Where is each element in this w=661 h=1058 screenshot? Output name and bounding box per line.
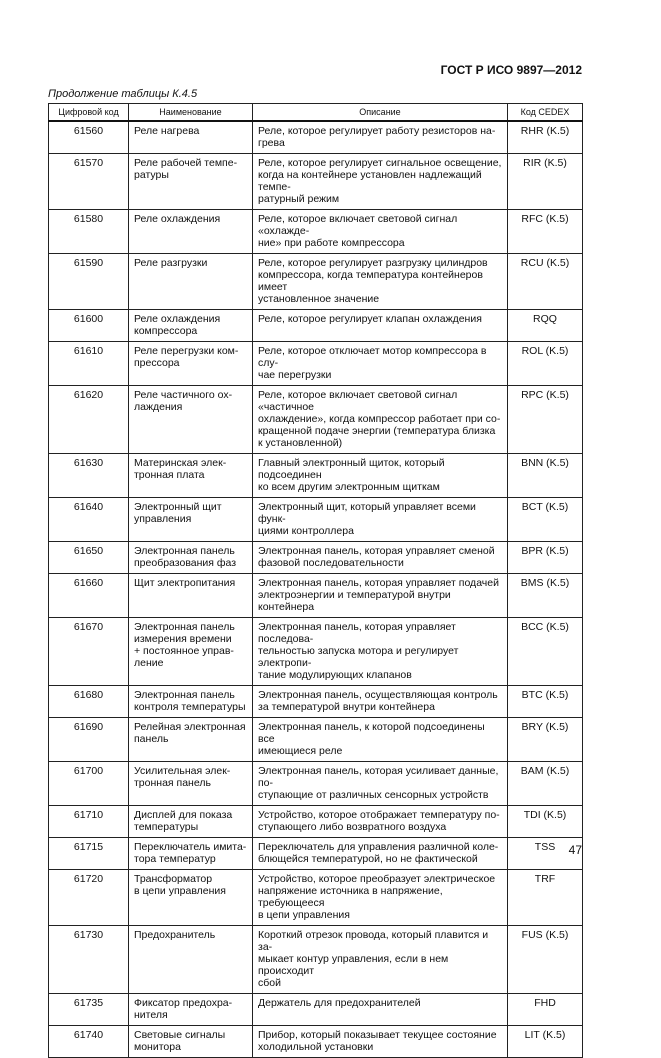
cell-code: 61630 bbox=[49, 454, 129, 498]
cell-description: Реле, которое включает световой сигнал «охлажде- ние» при работе компрессора bbox=[253, 210, 508, 254]
table-row bbox=[49, 574, 583, 618]
cell-name: Реле нагрева bbox=[129, 121, 253, 154]
cell-name: Реле охлаждения компрессора bbox=[129, 310, 253, 342]
cell-cedex: TRF bbox=[508, 870, 583, 926]
cell-name: Предохранитель bbox=[129, 926, 253, 994]
cell-cedex: TDI (K.5) bbox=[508, 806, 583, 838]
cell-code: 61700 bbox=[49, 762, 129, 806]
column-header-code: Цифровой код bbox=[49, 104, 129, 122]
cell-description: Электронная панель, которая управляет подачей электроэнергии и температурой внутри контейнера bbox=[253, 574, 508, 618]
cell-cedex: BCT (K.5) bbox=[508, 498, 583, 542]
table-row bbox=[49, 386, 583, 454]
cell-name: Электронная панель преобразования фаз bbox=[129, 542, 253, 574]
table-row bbox=[49, 542, 583, 574]
cell-description: Переключатель для управления различной коле- блющейся температурой, но не фактической bbox=[253, 838, 508, 870]
cell-description: Реле, которое регулирует сигнальное освещение, когда на контейнере установлен надлежащий темпе- ратурный режим bbox=[253, 154, 508, 210]
cell-description: Реле, которое регулирует разгрузку цилиндров компрессора, когда температура контейнеров имеет установленное значение bbox=[253, 254, 508, 310]
cell-code: 61690 bbox=[49, 718, 129, 762]
cell-name: Усилительная элек- тронная панель bbox=[129, 762, 253, 806]
table-continuation-caption: Продолжение таблицы К.4.5 bbox=[48, 88, 198, 100]
cell-code: 61730 bbox=[49, 926, 129, 994]
cell-name: Реле рабочей темпе- ратуры bbox=[129, 154, 253, 210]
cell-code: 61710 bbox=[49, 806, 129, 838]
table-row bbox=[49, 618, 583, 686]
table-row bbox=[49, 498, 583, 542]
cell-name: Реле охлаждения bbox=[129, 210, 253, 254]
cell-name: Материнская элек- тронная плата bbox=[129, 454, 253, 498]
column-header-cedex: Код CEDEX bbox=[508, 104, 583, 122]
cell-code: 61740 bbox=[49, 1026, 129, 1058]
cell-name: Переключатель имита- тора температур bbox=[129, 838, 253, 870]
cell-cedex: RHR (K.5) bbox=[508, 121, 583, 154]
cell-description: Устройство, которое преобразует электрическое напряжение источника в напряжение, требующееся в цепи управления bbox=[253, 870, 508, 926]
cell-description: Устройство, которое отображает температуру по- ступающего либо возвратного воздуха bbox=[253, 806, 508, 838]
cell-code: 61570 bbox=[49, 154, 129, 210]
cell-cedex: TSS bbox=[508, 838, 583, 870]
page-header-standard: ГОСТ Р ИСО 9897—2012 bbox=[440, 63, 582, 77]
cell-name: Релейная электронная панель bbox=[129, 718, 253, 762]
cell-name: Электронная панель контроля температуры bbox=[129, 686, 253, 718]
cedex-codes-table bbox=[48, 103, 583, 1058]
table-row bbox=[49, 686, 583, 718]
table-body bbox=[49, 121, 583, 1058]
cell-name: Световые сигналы монитора bbox=[129, 1026, 253, 1058]
cell-name: Реле перегрузки ком- прессора bbox=[129, 342, 253, 386]
cell-name: Электронная панель измерения времени + постоянное управ- ление bbox=[129, 618, 253, 686]
cell-cedex: BRY (K.5) bbox=[508, 718, 583, 762]
cell-cedex: FUS (K.5) bbox=[508, 926, 583, 994]
cell-code: 61590 bbox=[49, 254, 129, 310]
cell-cedex: BPR (K.5) bbox=[508, 542, 583, 574]
cell-cedex: LIT (K.5) bbox=[508, 1026, 583, 1058]
table-row bbox=[49, 718, 583, 762]
cell-cedex: RCU (K.5) bbox=[508, 254, 583, 310]
cell-cedex: BCC (K.5) bbox=[508, 618, 583, 686]
cell-code: 61715 bbox=[49, 838, 129, 870]
cell-cedex: BAM (K.5) bbox=[508, 762, 583, 806]
table-row bbox=[49, 342, 583, 386]
cell-description: Держатель для предохранителей bbox=[253, 994, 508, 1026]
cell-cedex: ROL (K.5) bbox=[508, 342, 583, 386]
table-row bbox=[49, 838, 583, 870]
cell-cedex: FHD bbox=[508, 994, 583, 1026]
cell-name: Реле частичного ох- лаждения bbox=[129, 386, 253, 454]
cell-cedex: RPC (K.5) bbox=[508, 386, 583, 454]
table-row bbox=[49, 121, 583, 154]
column-header-name: Наименование bbox=[129, 104, 253, 122]
cell-code: 61620 bbox=[49, 386, 129, 454]
cell-description: Реле, которое регулирует клапан охлаждения bbox=[253, 310, 508, 342]
table-row bbox=[49, 254, 583, 310]
table-row bbox=[49, 994, 583, 1026]
cell-description: Электронная панель, осуществляющая контроль за температурой внутри контейнера bbox=[253, 686, 508, 718]
table-row bbox=[49, 154, 583, 210]
cell-code: 61735 bbox=[49, 994, 129, 1026]
cell-description: Электронная панель, которая усиливает данные, по- ступающие от различных сенсорных устройств bbox=[253, 762, 508, 806]
cell-code: 61680 bbox=[49, 686, 129, 718]
cell-name: Щит электропитания bbox=[129, 574, 253, 618]
cell-name: Электронный щит управления bbox=[129, 498, 253, 542]
cell-code: 61580 bbox=[49, 210, 129, 254]
table-row bbox=[49, 806, 583, 838]
cell-description: Электронный щит, который управляет всеми функ- циями контроллера bbox=[253, 498, 508, 542]
cell-code: 61720 bbox=[49, 870, 129, 926]
table-row bbox=[49, 926, 583, 994]
cell-code: 61650 bbox=[49, 542, 129, 574]
cell-cedex: RFC (K.5) bbox=[508, 210, 583, 254]
table-header-row bbox=[49, 104, 583, 122]
cell-code: 61670 bbox=[49, 618, 129, 686]
cell-code: 61640 bbox=[49, 498, 129, 542]
cell-description: Реле, которое отключает мотор компрессора в слу- чае перегрузки bbox=[253, 342, 508, 386]
cell-description: Реле, которое регулирует работу резисторов на- грева bbox=[253, 121, 508, 154]
cell-code: 61610 bbox=[49, 342, 129, 386]
cell-description: Главный электронный щиток, который подсоединен ко всем другим электронным щиткам bbox=[253, 454, 508, 498]
cell-name: Дисплей для показа температуры bbox=[129, 806, 253, 838]
cell-description: Электронная панель, к которой подсоединены все имеющиеся реле bbox=[253, 718, 508, 762]
cell-description: Прибор, который показывает текущее состояние холодильной установки bbox=[253, 1026, 508, 1058]
cell-name: Фиксатор предохра- нителя bbox=[129, 994, 253, 1026]
cell-code: 61660 bbox=[49, 574, 129, 618]
cell-cedex: RQQ bbox=[508, 310, 583, 342]
cell-code: 61560 bbox=[49, 121, 129, 154]
cell-description: Электронная панель, которая управляет сменой фазовой последовательности bbox=[253, 542, 508, 574]
table-row bbox=[49, 870, 583, 926]
cell-description: Электронная панель, которая управляет последова- тельностью запуска мотора и регулирует электропи- тание модулирующих клапанов bbox=[253, 618, 508, 686]
column-header-description: Описание bbox=[253, 104, 508, 122]
cell-name: Трансформатор в цепи управления bbox=[129, 870, 253, 926]
cell-cedex: RIR (K.5) bbox=[508, 154, 583, 210]
cell-cedex: BMS (K.5) bbox=[508, 574, 583, 618]
cell-cedex: BNN (K.5) bbox=[508, 454, 583, 498]
table-row bbox=[49, 210, 583, 254]
table-row bbox=[49, 454, 583, 498]
cell-code: 61600 bbox=[49, 310, 129, 342]
table-row bbox=[49, 310, 583, 342]
page-number: 47 bbox=[568, 843, 582, 857]
cell-description: Короткий отрезок провода, который плавится и за- мыкает контур управления, если в нем происходит сбой bbox=[253, 926, 508, 994]
cell-description: Реле, которое включает световой сигнал «частичное охлаждение», когда компрессор работает при со- кращенной подаче энергии (температура близка к установленной) bbox=[253, 386, 508, 454]
table-row bbox=[49, 762, 583, 806]
cell-cedex: BTC (K.5) bbox=[508, 686, 583, 718]
table-row bbox=[49, 1026, 583, 1058]
cell-name: Реле разгрузки bbox=[129, 254, 253, 310]
